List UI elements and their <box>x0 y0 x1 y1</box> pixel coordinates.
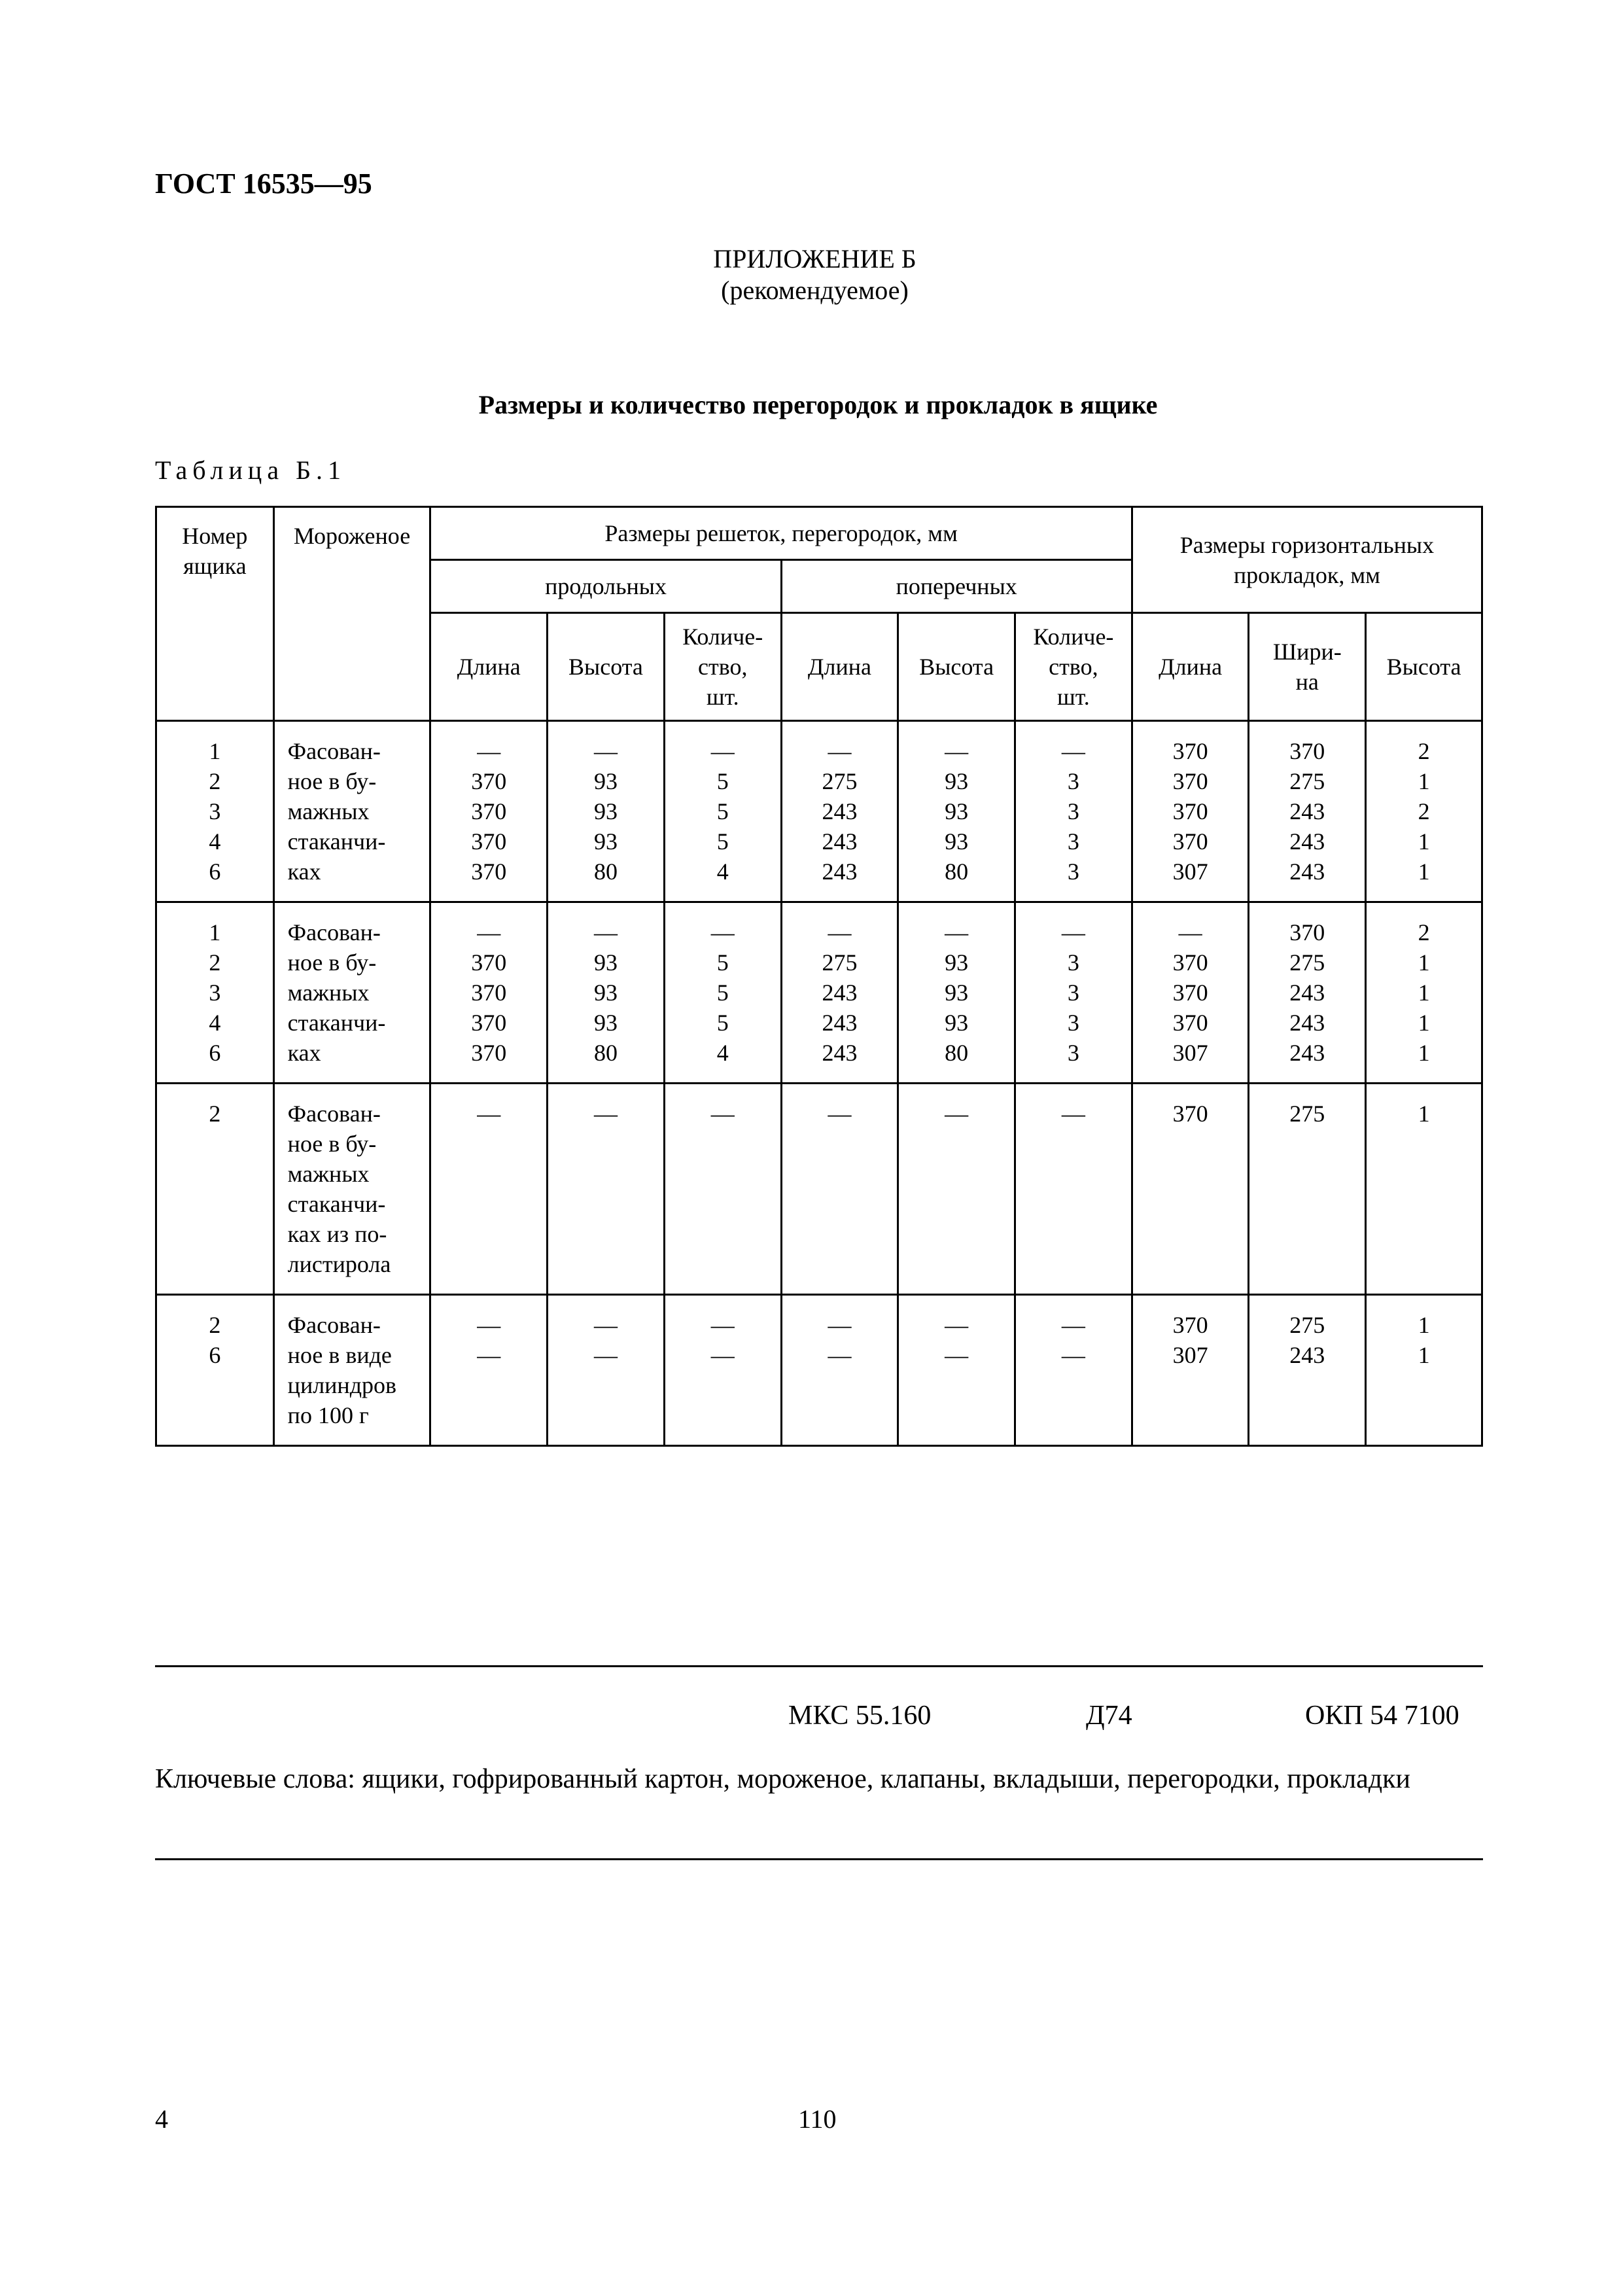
cell-line: 370 <box>471 768 507 794</box>
cell-line: 1 <box>1418 828 1430 855</box>
ice-cream-cell <box>273 1295 430 1446</box>
cell-line: 1 <box>1418 858 1430 885</box>
cell-line: листирола <box>287 1251 391 1277</box>
cell-line: 243 <box>822 1010 858 1036</box>
page-left-number: 4 <box>155 2104 168 2134</box>
cell-line: 5 <box>716 980 729 1006</box>
value-cell <box>548 1084 665 1295</box>
cell-line: — <box>945 738 969 764</box>
cell-line: ное в бу- <box>287 949 377 976</box>
dimensions-table <box>155 506 1483 1447</box>
cell-line: мажных <box>287 1161 370 1187</box>
cell-line: 1 <box>209 919 221 945</box>
cell-line: ное в виде <box>287 1342 392 1368</box>
cell-line: 1 <box>1418 1040 1430 1066</box>
d-code: Д74 <box>1086 1701 1132 1731</box>
value-cell <box>1366 721 1482 902</box>
value-cell <box>430 1295 548 1446</box>
cell-line: — <box>593 1312 618 1338</box>
table-body <box>156 721 1482 1446</box>
cell-line: 243 <box>1289 1040 1325 1066</box>
cell-line: 3 <box>1067 1010 1079 1036</box>
header-line: ство, <box>697 654 748 680</box>
cell-line: — <box>945 919 969 945</box>
cell-line: 243 <box>822 980 858 1006</box>
cell-line: — <box>1061 919 1085 945</box>
cell-line: — <box>945 1312 969 1338</box>
cell-line: — <box>593 919 618 945</box>
cell-line: 1 <box>1418 768 1430 794</box>
cell-line: 93 <box>593 768 618 794</box>
cell-line: 243 <box>822 798 858 824</box>
header-length: Длина <box>430 613 548 721</box>
cell-line: 370 <box>1172 828 1208 855</box>
header-line: ство, <box>1049 654 1098 680</box>
value-cell <box>1132 1295 1249 1446</box>
cell-line: — <box>593 738 618 764</box>
cell-line: 5 <box>716 798 729 824</box>
cell-line: 3 <box>1067 980 1079 1006</box>
value-cell <box>1249 721 1366 902</box>
cell-line: — <box>477 919 501 945</box>
cell-line: 243 <box>822 858 858 885</box>
cell-line: — <box>477 1101 501 1127</box>
cell-line: 5 <box>716 768 729 794</box>
appendix-heading <box>0 243 1623 306</box>
divider-bottom <box>155 1858 1483 1860</box>
header-line: Шири- <box>1272 639 1342 665</box>
cell-line: ное в бу- <box>287 1131 377 1157</box>
cell-line: ках из по- <box>287 1221 387 1247</box>
header-box-number: Номер ящика <box>156 507 274 721</box>
cell-line: 370 <box>471 828 507 855</box>
value-cell <box>548 1295 665 1446</box>
cell-line: 2 <box>209 1312 221 1338</box>
value-cell <box>1015 1084 1132 1295</box>
cell-line: 275 <box>822 949 858 976</box>
cell-line: 3 <box>1067 768 1079 794</box>
cell-line: 5 <box>716 828 729 855</box>
value-cell <box>898 1084 1015 1295</box>
cell-line: 275 <box>1289 768 1325 794</box>
value-cell <box>1249 1084 1366 1295</box>
cell-line: 370 <box>471 949 507 976</box>
cell-line: 6 <box>209 1040 221 1066</box>
cell-line: 1 <box>1418 1342 1430 1368</box>
cell-line: — <box>710 738 735 764</box>
value-cell <box>664 1084 781 1295</box>
cell-line: 370 <box>471 798 507 824</box>
cell-line: 93 <box>593 798 618 824</box>
table-row <box>156 1084 1482 1295</box>
cell-line: 93 <box>945 980 969 1006</box>
cell-line: 1 <box>1418 980 1430 1006</box>
header-line: Количе- <box>682 624 763 650</box>
cell-line: 243 <box>822 828 858 855</box>
cell-line: — <box>710 919 735 945</box>
cell-line: 370 <box>1172 768 1208 794</box>
cell-line: — <box>828 1101 852 1127</box>
header-quantity <box>664 613 781 721</box>
cell-line: 4 <box>209 828 221 855</box>
cell-line: 3 <box>209 798 221 824</box>
cell-line: 370 <box>1172 798 1208 824</box>
box-number-cell <box>156 1084 274 1295</box>
cell-line: 2 <box>1418 919 1430 945</box>
value-cell <box>1132 721 1249 902</box>
box-number-cell <box>156 721 274 902</box>
cell-line: — <box>1061 1101 1085 1127</box>
header-longitudinal: продольных <box>430 560 781 613</box>
cell-line: — <box>945 1101 969 1127</box>
cell-line: 1 <box>1418 1101 1430 1127</box>
section-title: Размеры и количество перегородок и прокладок в ящике <box>478 390 1158 419</box>
cell-line: 1 <box>1418 1010 1430 1036</box>
header-line: шт. <box>1057 684 1090 710</box>
cell-line: 370 <box>471 858 507 885</box>
cell-line: 4 <box>209 1010 221 1036</box>
cell-line: мажных <box>287 798 370 824</box>
cell-line: 93 <box>945 949 969 976</box>
cell-line: — <box>828 738 852 764</box>
cell-line: 93 <box>945 798 969 824</box>
cell-line: 5 <box>716 1010 729 1036</box>
page-number: 110 <box>798 2104 837 2134</box>
cell-line: 243 <box>1289 858 1325 885</box>
cell-line: стаканчи- <box>287 1191 386 1217</box>
cell-line: 2 <box>209 1101 221 1127</box>
cell-line: 93 <box>945 768 969 794</box>
header-pad-sizes: Размеры горизонтальных прокладок, мм <box>1132 507 1482 613</box>
mks-code: МКС 55.160 <box>788 1701 932 1731</box>
cell-line: 370 <box>471 1010 507 1036</box>
value-cell <box>781 721 898 902</box>
cell-line: 275 <box>822 768 858 794</box>
cell-line: 1 <box>1418 949 1430 976</box>
value-cell <box>430 1084 548 1295</box>
cell-line: 3 <box>1067 798 1079 824</box>
cell-line: 275 <box>1289 949 1325 976</box>
cell-line: 370 <box>471 1040 507 1066</box>
cell-line: — <box>1061 1342 1085 1368</box>
value-cell <box>548 721 665 902</box>
cell-line: 370 <box>1289 738 1325 764</box>
cell-line: 275 <box>1289 1312 1325 1338</box>
cell-line: 2 <box>209 949 221 976</box>
value-cell <box>1366 1295 1482 1446</box>
cell-line: цилиндров <box>287 1372 397 1398</box>
cell-line: 3 <box>209 980 221 1006</box>
cell-line: 5 <box>716 949 729 976</box>
ice-cream-cell <box>273 721 430 902</box>
cell-line: 243 <box>1289 798 1325 824</box>
okp-code: ОКП 54 7100 <box>1305 1701 1459 1731</box>
cell-line: ках <box>287 1040 321 1066</box>
cell-line: — <box>1061 738 1085 764</box>
value-cell <box>1249 902 1366 1084</box>
header-width <box>1249 613 1366 721</box>
cell-line: Фасован- <box>287 1312 381 1338</box>
cell-line: 370 <box>471 980 507 1006</box>
header-line: шт. <box>706 684 739 710</box>
cell-line: 93 <box>593 949 618 976</box>
appendix-title: ПРИЛОЖЕНИЕ Б <box>713 244 916 274</box>
cell-line: 80 <box>945 1040 969 1066</box>
divider-top <box>155 1665 1483 1667</box>
header-line: на <box>1295 669 1319 695</box>
cell-line: — <box>828 1312 852 1338</box>
value-cell <box>430 721 548 902</box>
cell-line: 3 <box>1067 858 1079 885</box>
cell-line: 80 <box>945 858 969 885</box>
value-cell <box>1132 902 1249 1084</box>
value-cell <box>1015 1295 1132 1446</box>
appendix-note: (рекомендуемое) <box>721 275 909 305</box>
cell-line: 243 <box>1289 1010 1325 1036</box>
value-cell <box>898 721 1015 902</box>
value-cell <box>898 1295 1015 1446</box>
cell-line: 370 <box>1172 738 1208 764</box>
cell-line: 370 <box>1289 919 1325 945</box>
cell-line: 4 <box>716 1040 729 1066</box>
cell-line: 370 <box>1172 980 1208 1006</box>
cell-line: 80 <box>593 858 618 885</box>
header-length: Длина <box>781 613 898 721</box>
header-height: Высота <box>898 613 1015 721</box>
box-number-cell <box>156 902 274 1084</box>
value-cell <box>781 1084 898 1295</box>
keywords: Ключевые слова: ящики, гофрированный картон, мороженое, клапаны, вкладыши, перегородки, прокладки <box>155 1764 1410 1794</box>
cell-line: 2 <box>1418 798 1430 824</box>
header-ice-cream: Мороженое <box>273 507 430 721</box>
cell-line: ках <box>287 858 321 885</box>
cell-line: 370 <box>1172 1101 1208 1127</box>
cell-line: — <box>477 1312 501 1338</box>
cell-line: 2 <box>209 768 221 794</box>
cell-line: — <box>828 919 852 945</box>
header-height: Высота <box>548 613 665 721</box>
cell-line: Фасован- <box>287 738 381 764</box>
table-row <box>156 721 1482 902</box>
cell-line: 93 <box>945 1010 969 1036</box>
header-length: Длина <box>1132 613 1249 721</box>
cell-line: ное в бу- <box>287 768 377 794</box>
cell-line: 6 <box>209 858 221 885</box>
cell-line: 93 <box>945 828 969 855</box>
cell-line: — <box>593 1342 618 1368</box>
cell-line: 4 <box>716 858 729 885</box>
header-transverse: поперечных <box>781 560 1132 613</box>
cell-line: 2 <box>1418 738 1430 764</box>
value-cell <box>898 902 1015 1084</box>
cell-line: — <box>828 1342 852 1368</box>
value-cell <box>781 902 898 1084</box>
cell-line: 80 <box>593 1040 618 1066</box>
table-label: Таблица Б.1 <box>155 455 347 485</box>
cell-line: 370 <box>1172 1312 1208 1338</box>
cell-line: 3 <box>1067 1040 1079 1066</box>
ice-cream-cell <box>273 902 430 1084</box>
cell-line: Фасован- <box>287 1101 381 1127</box>
value-cell <box>430 902 548 1084</box>
value-cell <box>781 1295 898 1446</box>
cell-line: — <box>710 1312 735 1338</box>
value-cell <box>664 721 781 902</box>
cell-line: 275 <box>1289 1101 1325 1127</box>
cell-line: — <box>477 738 501 764</box>
standard-number: ГОСТ 16535—95 <box>155 168 372 200</box>
cell-line: 3 <box>1067 949 1079 976</box>
cell-line: по 100 г <box>287 1402 369 1428</box>
header-line: Количе- <box>1033 624 1114 650</box>
value-cell <box>1366 902 1482 1084</box>
header-grid-sizes: Размеры решеток, перегородок, мм <box>430 507 1132 560</box>
cell-line: стаканчи- <box>287 828 386 855</box>
cell-line: 3 <box>1067 828 1079 855</box>
ice-cream-cell <box>273 1084 430 1295</box>
value-cell <box>1015 902 1132 1084</box>
cell-line: 307 <box>1172 858 1208 885</box>
cell-line: 6 <box>209 1342 221 1368</box>
cell-line: 307 <box>1172 1342 1208 1368</box>
box-number-cell <box>156 1295 274 1446</box>
cell-line: — <box>710 1342 735 1368</box>
cell-line: 307 <box>1172 1040 1208 1066</box>
cell-line: — <box>1178 919 1202 945</box>
value-cell <box>548 902 665 1084</box>
cell-line: — <box>1061 1312 1085 1338</box>
table-row <box>156 1295 1482 1446</box>
cell-line: 1 <box>209 738 221 764</box>
cell-line: 243 <box>1289 828 1325 855</box>
cell-line: — <box>945 1342 969 1368</box>
cell-line: Фасован- <box>287 919 381 945</box>
cell-line: — <box>710 1101 735 1127</box>
cell-line: 243 <box>822 1040 858 1066</box>
value-cell <box>1015 721 1132 902</box>
cell-line: стаканчи- <box>287 1010 386 1036</box>
header-height: Высота <box>1366 613 1482 721</box>
value-cell <box>664 902 781 1084</box>
header-quantity <box>1015 613 1132 721</box>
cell-line: 243 <box>1289 1342 1325 1368</box>
cell-line: 93 <box>593 1010 618 1036</box>
value-cell <box>664 1295 781 1446</box>
value-cell <box>1366 1084 1482 1295</box>
cell-line: 370 <box>1172 949 1208 976</box>
value-cell <box>1249 1295 1366 1446</box>
cell-line: 1 <box>1418 1312 1430 1338</box>
cell-line: — <box>477 1342 501 1368</box>
cell-line: 93 <box>593 828 618 855</box>
cell-line: 243 <box>1289 980 1325 1006</box>
cell-line: 370 <box>1172 1010 1208 1036</box>
cell-line: 93 <box>593 980 618 1006</box>
cell-line: мажных <box>287 980 370 1006</box>
table-row <box>156 902 1482 1084</box>
value-cell <box>1132 1084 1249 1295</box>
cell-line: — <box>593 1101 618 1127</box>
